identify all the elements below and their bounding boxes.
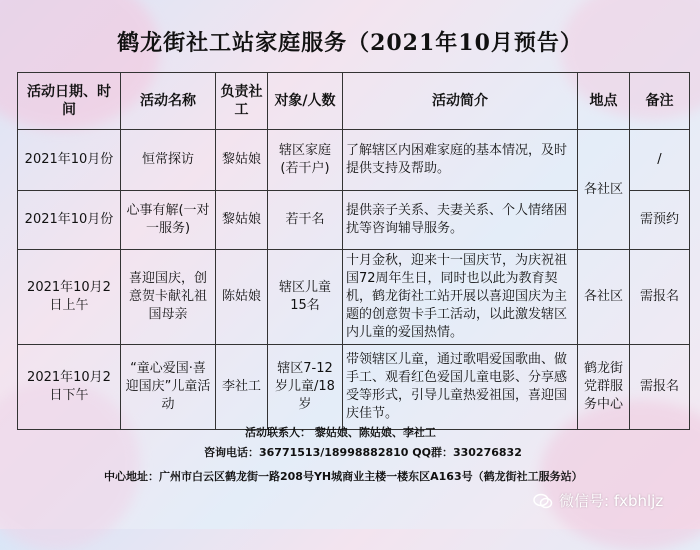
table-row: [18, 250, 690, 345]
center-address: 中心地址：广州市白云区鹤龙街一路208号YH城商业主楼一楼东区A163号（鹤龙街社工服务站）: [104, 470, 583, 483]
cell-note: 需报名: [630, 345, 690, 430]
cell-target: 辖区儿童15名: [268, 250, 343, 345]
contact-phone: 咨询电话：36771513/18998882810 QQ群：330276832: [204, 446, 522, 459]
cell-worker: 黎姑娘: [216, 191, 268, 250]
column-header: 活动名称: [121, 73, 216, 130]
cell-place: 鹤龙街党群服务中心: [578, 345, 630, 430]
cell-note: /: [630, 130, 690, 191]
column-header: 对象/人数: [268, 73, 343, 130]
table-header-row: [18, 73, 690, 130]
cell-description: 提供亲子关系、夫妻关系、个人情绪困扰等咨询辅导服务。: [343, 191, 578, 250]
cell-place: 各社区: [578, 130, 630, 250]
contact-persons: 活动联系人： 黎姑娘、陈姑娘、李社工: [245, 426, 436, 439]
cell-description: 带领辖区儿童，通过歌唱爱国歌曲、做手工、观看红色爱国儿童电影、分享感受等形式，引导儿童热爱祖国，喜迎国庆佳节。: [343, 345, 578, 430]
wechat-watermark: [533, 490, 663, 511]
cell-activity-name: 恒常探访: [121, 130, 216, 191]
cell-activity-name: “童心爱国·喜迎国庆”儿童活动: [121, 345, 216, 430]
page-title: 鹤龙街社工站家庭服务（2021年10月预告）: [117, 30, 583, 56]
cell-note: 需预约: [630, 191, 690, 250]
wechat-icon: [533, 493, 553, 509]
cell-target: 若干名: [268, 191, 343, 250]
cell-date: 2021年10月2日下午: [18, 345, 121, 430]
cell-worker: 黎姑娘: [216, 130, 268, 191]
cell-date: 2021年10月2日上午: [18, 250, 121, 345]
cell-worker: 李社工: [216, 345, 268, 430]
cell-description: 了解辖区内困难家庭的基本情况，及时提供支持及帮助。: [343, 130, 578, 191]
cell-target: 辖区家庭(若干户): [268, 130, 343, 191]
cell-note: 需报名: [630, 250, 690, 345]
column-header: 地点: [578, 73, 630, 130]
cell-date: 2021年10月份: [18, 191, 121, 250]
cell-date: 2021年10月份: [18, 130, 121, 191]
cell-worker: 陈姑娘: [216, 250, 268, 345]
column-header: 备注: [630, 73, 690, 130]
column-header: 活动日期、时间: [18, 73, 121, 130]
cell-place: 各社区: [578, 250, 630, 345]
cell-activity-name: 心事有解(一对一服务): [121, 191, 216, 250]
cell-activity-name: 喜迎国庆，创意贺卡献礼祖国母亲: [121, 250, 216, 345]
table-row: [18, 345, 690, 430]
column-header: 负责社工: [216, 73, 268, 130]
column-header: 活动简介: [343, 73, 578, 130]
schedule-table: [17, 72, 690, 430]
cell-description: 十月金秋，迎来十一国庆节，为庆祝祖国72周年生日，同时也以此为教育契机，鹤龙街社工站开展以喜迎国庆为主题的创意贺卡手工活动，以此激发辖区内儿童的爱国热情。: [343, 250, 578, 345]
cell-target: 辖区7-12岁儿童/18岁: [268, 345, 343, 430]
watermark-text: 微信号: fxbhljz: [559, 492, 664, 510]
table-row: [18, 130, 690, 191]
